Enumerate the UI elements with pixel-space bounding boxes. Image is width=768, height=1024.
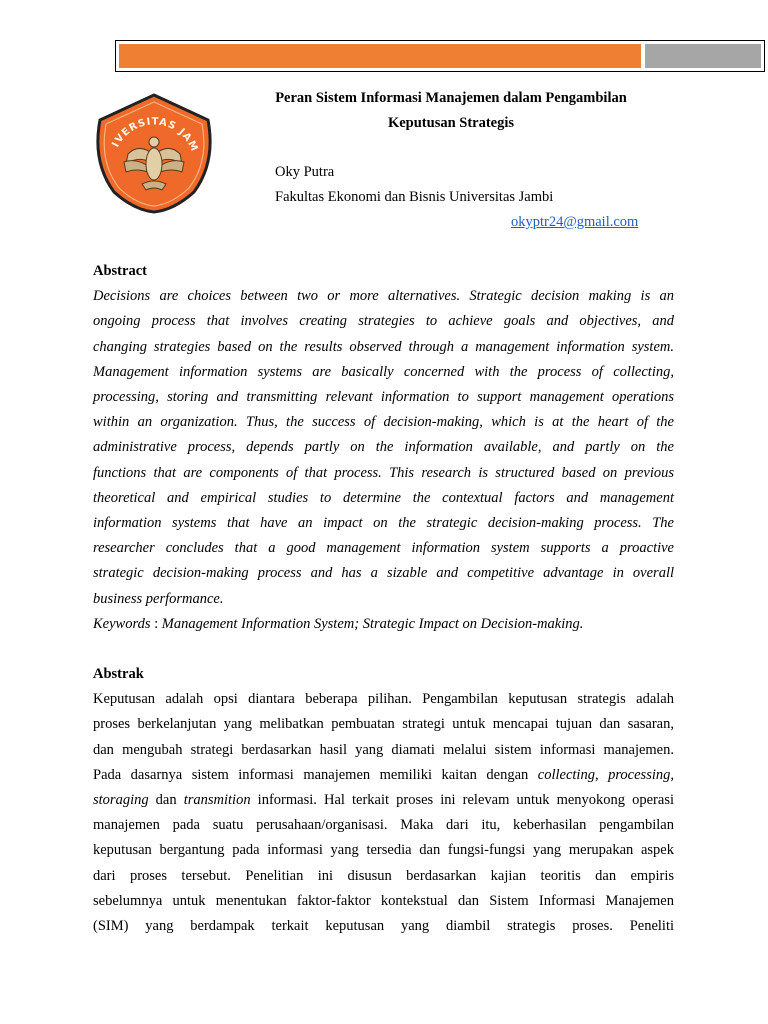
abstract-line: strategic decision-making process and has a sizable and competitive advantage in overall (93, 565, 674, 582)
author-email-link[interactable]: okyptr24@gmail.com (511, 214, 639, 230)
abstrak-body (93, 687, 674, 939)
abstrak-line: (SIM) yang berdampak terkait keputusan yang diambil strategis proses. Peneliti (93, 918, 674, 935)
abstrak-line: Keputusan adalah opsi diantara beberapa pilihan. Pengambilan keputusan strategis adalah (93, 691, 674, 708)
abstrak-line: manajemen pada suatu perusahaan/organisasi. Maka dari itu, keberhasilan pengambilan (93, 817, 674, 834)
title-line-2: Keputusan Strategis (387, 115, 515, 131)
banner-orange-bar (119, 44, 641, 68)
abstract-line: researcher concludes that a good management information system supports a proactive (93, 540, 674, 557)
abstract-line: theoretical and empirical studies to determine the contextual factors and management (93, 489, 674, 506)
abstract-line: administrative process, depends partly on the information available, and partly on the (93, 439, 674, 456)
abstract-line: functions that are components of that process. This research is structured based on previous (93, 464, 674, 481)
abstract-line: Decisions are choices between two or more alternatives. Strategic decision making is an (93, 288, 674, 305)
abstrak-term-storaging: storaging (93, 792, 149, 809)
keywords-text: Management Information System; Strategic Impact on Decision-making. (161, 615, 584, 632)
abstrak-heading: Abstrak (93, 666, 144, 682)
author-name: Oky Putra (275, 164, 335, 180)
abstrak-section (93, 662, 674, 939)
abstract-heading: Abstract (93, 263, 147, 279)
author-affiliation: Fakultas Ekonomi dan Bisnis Universitas Jambi (275, 189, 554, 205)
abstract-line: business performance. (93, 590, 224, 607)
abstract-section (93, 259, 674, 637)
banner-gray-bar (645, 44, 761, 68)
abstrak-line (93, 788, 674, 813)
abstract-body (93, 284, 674, 612)
abstrak-line-4-italic: collecting, processing, (537, 766, 674, 783)
abstract-line: changing strategies based on the results observed through a management information system. (93, 338, 674, 355)
abstract-line: within an organization. Thus, the success of decision-making, which is at the heart of the (93, 414, 674, 431)
abstract-line: information systems that have an impact on the strategic decision-making process. The (93, 515, 674, 532)
abstrak-term-transmition: transmition (183, 792, 251, 809)
paper-title (235, 86, 667, 136)
header-banner (115, 40, 765, 72)
logo-text: IVERSITAS JAM (110, 116, 200, 154)
university-logo (90, 92, 218, 214)
abstrak-line: dari proses tersebut. Penelitian ini disusun berdasarkan kajian teoritis dan empiris (93, 867, 674, 884)
abstrak-line-5-mid: dan (148, 792, 184, 809)
keywords-separator: : (150, 615, 162, 632)
universitas-jambi-emblem-icon (90, 92, 218, 214)
abstrak-line-4-text: Pada dasarnya sistem informasi manajemen memiliki kaitan dengan (93, 766, 538, 783)
keywords-line (93, 612, 674, 637)
abstrak-line: keputusan bergantung pada informasi yang tersedia dan fungsi-fungsi yang merupakan aspek (93, 842, 674, 859)
abstract-line: ongoing process that involves creating strategies to achieve goals and objectives, and (93, 313, 674, 330)
abstrak-line (93, 763, 674, 788)
abstract-line: Management information systems are basically concerned with the process of collecting, (93, 363, 674, 380)
abstrak-line: proses berkelanjutan yang melibatkan pembuatan strategi untuk mencapai tujuan dan sasaran, (93, 716, 674, 733)
abstrak-line-5-text: informasi. Hal terkait proses ini relevam untuk menyokong operasi (250, 792, 674, 809)
abstrak-line: dan mengubah strategi berdasarkan hasil yang diamati melalui sistem informasi manajemen. (93, 741, 674, 758)
keywords-label: Keywords (93, 615, 151, 632)
abstract-line: processing, storing and transmitting relevant information to support management operations (93, 389, 674, 406)
abstrak-line: sebelumnya untuk menentukan faktor-faktor kontekstual dan Sistem Informasi Manajemen (93, 892, 674, 909)
title-line-1: Peran Sistem Informasi Manajemen dalam Pengambilan (275, 90, 627, 106)
